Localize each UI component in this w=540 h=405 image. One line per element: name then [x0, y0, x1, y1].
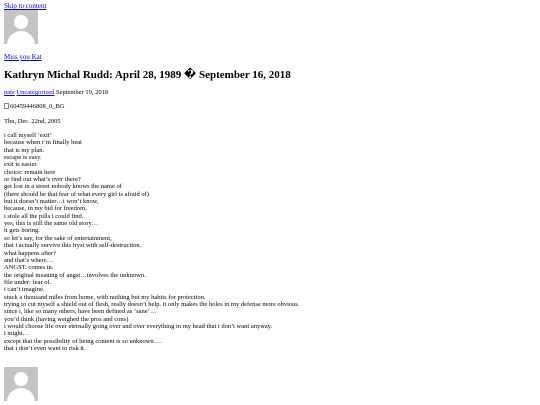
post-content-line: exit is easier.: [4, 161, 38, 169]
category-link[interactable]: Uncategorized: [16, 89, 55, 96]
post-content-line: i would choose life over eternally going over and over everything in my head that i don’t want anyway.: [4, 322, 273, 330]
post-content-line: since i, like so many others, have been defined as ‘sane’…: [4, 308, 157, 316]
post-content-line: so let’s say, for the sake of entertainment,: [4, 234, 112, 242]
skip-to-content-link[interactable]: Skip to content: [4, 2, 47, 10]
site-logo-avatar[interactable]: [4, 10, 38, 44]
post-content-line: that is my plan.: [4, 146, 45, 154]
post-date: September 19, 2018: [55, 89, 109, 96]
entry-date: Thu, Dec. 22nd, 2005: [4, 118, 61, 125]
post-content-line: i might…: [4, 330, 30, 338]
post-content-line: choice: remain here: [4, 168, 56, 176]
post-content-line: stuck a thousand miles from home, with nothing but my habits for protection.: [4, 293, 206, 301]
post-content-line: i stole all the pills i could find.: [4, 212, 84, 220]
post-content-line: escape is easy.: [4, 154, 42, 162]
avatar-shoulders-shape: [7, 31, 35, 44]
post-meta: [4, 89, 108, 97]
author-avatar[interactable]: [4, 367, 38, 401]
post-content-line: get lost in a street nobody knows the name of: [4, 183, 122, 191]
post-content-line: (there should be that fear of what every girl is afraid of): [4, 190, 149, 198]
site-title-link[interactable]: Miss you Kat: [4, 53, 42, 61]
post-content-line: it gets boring.: [4, 227, 40, 235]
post-content-line: because, in my bid for freedom,: [4, 205, 87, 213]
post-title: Kathryn Michal Rudd: April 28, 1989 � September 16, 2018: [4, 69, 291, 81]
post-content-line: but it doesn’t matter…i won’t know,: [4, 198, 99, 206]
avatar-head-shape: [14, 372, 28, 386]
post-image-alt-text: 60459446808_0_BG: [10, 103, 65, 110]
post-content-line: trying to cut myself a shield out of flesh, really doesn’t help. it only makes the holes in my defense more obvious.: [4, 300, 300, 308]
post-content-line: except that the possibility of being content is so unknown….: [4, 337, 162, 345]
avatar-head-shape: [14, 15, 28, 29]
post-content-line: the original meaning of angst…involves the unknown.: [4, 271, 146, 279]
post-content-line: and that’s where…: [4, 256, 54, 264]
avatar-shoulders-shape: [7, 388, 35, 401]
broken-image-icon: [4, 103, 9, 109]
author-link[interactable]: nate: [4, 89, 15, 96]
post-content-line: that i don’t even want to risk it.: [4, 344, 86, 352]
post-content-line: you’d think (having weighed the pros and cons): [4, 315, 129, 323]
post-content-line: i call myself ‘exit’: [4, 132, 52, 139]
post-content: [4, 132, 300, 352]
post-content-line: because when i’m finally beat: [4, 139, 82, 147]
post-content-line: that i actually survive this tryst with self-destruction.: [4, 242, 142, 250]
post-content-line: i can’t imagine.: [4, 286, 45, 294]
post-content-line: ANGST. comes in.: [4, 264, 54, 272]
post-content-line: or find out what’s over there?: [4, 176, 81, 184]
post-content-line: file under: fear of.: [4, 278, 52, 286]
post-image: [4, 103, 65, 111]
post-content-line: what happens after?: [4, 249, 56, 257]
post-content-line: yes, this is still the same old story…: [4, 220, 99, 228]
